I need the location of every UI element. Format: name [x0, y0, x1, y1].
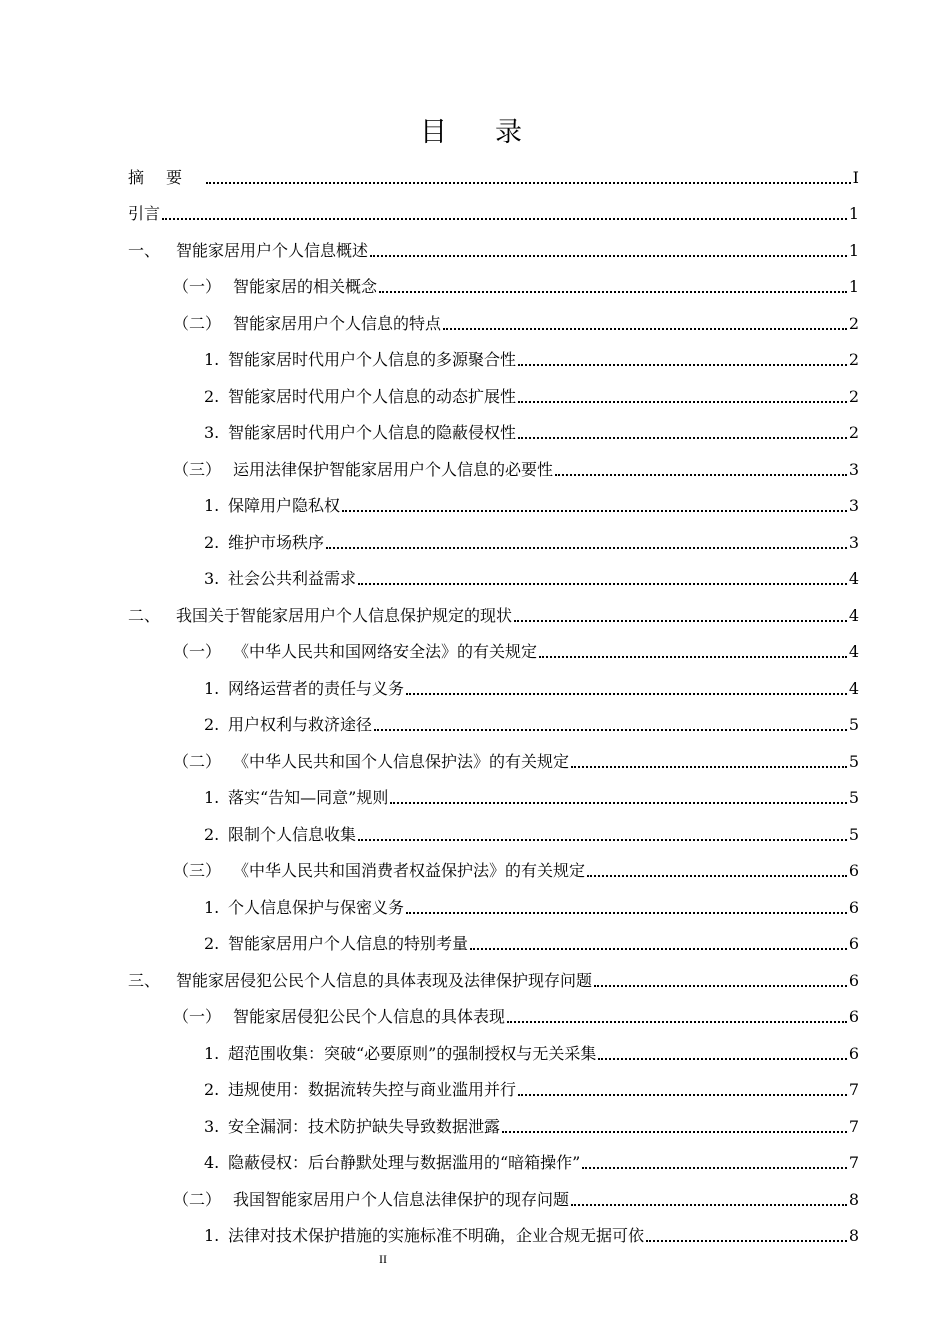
toc-entry-label: 智能家居用户个人信息的特别考量 — [228, 934, 469, 953]
toc-entry-line — [173, 314, 859, 334]
toc-entry-label: 摘要 — [128, 167, 205, 187]
dot-leader — [518, 1094, 847, 1096]
toc-entry-number: 3. — [204, 423, 220, 442]
toc-entry-page: 6 — [848, 897, 859, 917]
dot-leader — [502, 1131, 847, 1133]
toc-entry-page: 1 — [848, 240, 859, 260]
dot-leader — [406, 693, 847, 695]
toc-entry-number: 3. — [204, 1116, 220, 1136]
toc-entry-number: 一、 — [128, 240, 161, 260]
toc-entry[interactable] — [0, 742, 950, 779]
toc-entry-line — [204, 1153, 859, 1173]
toc-entry-number: 1. — [204, 897, 220, 917]
dot-leader — [518, 364, 847, 366]
dot-leader — [507, 1021, 847, 1023]
page-number-footer: II — [379, 1252, 387, 1266]
toc-entry-line — [128, 606, 859, 626]
toc-entry-page: 5 — [848, 824, 859, 844]
toc-entry-number: 1. — [204, 678, 220, 698]
toc-entry-page: 1 — [848, 277, 859, 296]
toc-entry[interactable] — [0, 414, 950, 451]
toc-entry-page: 6 — [848, 970, 859, 990]
toc-entry-page: 6 — [848, 934, 859, 953]
toc-entry-line — [204, 1044, 859, 1064]
toc-entry-number: （三） — [173, 459, 222, 479]
toc-entry-number: （一） — [173, 277, 222, 296]
toc-entry-number: 二、 — [128, 605, 161, 625]
toc-entry[interactable] — [0, 304, 950, 341]
dot-leader — [518, 437, 847, 439]
toc-entry[interactable] — [0, 669, 950, 706]
toc-entry-number: 三、 — [128, 970, 161, 990]
toc-entry-label: 个人信息保护与保密义务 — [228, 897, 405, 917]
toc-entry-number: 2. — [204, 934, 220, 953]
toc-entry-line — [173, 752, 859, 772]
toc-entry-number: 1. — [204, 1226, 220, 1245]
dot-leader — [358, 839, 847, 841]
toc-entry-number: （二） — [173, 313, 222, 333]
dot-leader — [358, 583, 847, 585]
toc-entry[interactable] — [0, 998, 950, 1035]
toc-entry-label: 《中华人民共和国消费者权益保护法》的有关规定 — [233, 861, 586, 880]
toc-entry-label: 智能家居侵犯公民个人信息的具体表现 — [233, 1007, 506, 1026]
toc-entry-page: I — [852, 167, 859, 187]
toc-entry-line — [204, 1117, 859, 1137]
dot-leader — [571, 766, 847, 768]
dot-leader — [406, 912, 847, 914]
toc-entry-label: 用户权利与救济途径 — [228, 715, 373, 734]
toc-entry-line — [128, 971, 859, 991]
toc-entry-label: 智能家居时代用户个人信息的动态扩展性 — [228, 386, 517, 406]
toc-entry[interactable] — [0, 560, 950, 597]
toc-entry-page: 5 — [848, 715, 859, 734]
toc-entry-label: 隐蔽侵权：后台静默处理与数据滥用的“暗箱操作” — [228, 1153, 581, 1172]
dot-leader — [555, 474, 847, 476]
toc-entry-line — [204, 788, 859, 808]
toc-entry-label: 社会公共利益需求 — [228, 569, 357, 588]
toc-entry[interactable] — [0, 1071, 950, 1108]
toc-entry-line — [204, 423, 859, 443]
toc-entry-number: 2. — [204, 386, 220, 406]
toc-entry-page: 2 — [848, 423, 859, 442]
toc-entry-label: 智能家居时代用户个人信息的多源聚合性 — [228, 350, 517, 369]
toc-entry-label: 智能家居用户个人信息的特点 — [233, 313, 442, 333]
toc-entry-label: 《中华人民共和国个人信息保护法》的有关规定 — [233, 751, 570, 771]
toc-entry-line — [173, 642, 859, 662]
toc-entry-line — [204, 569, 859, 589]
toc-entry-line — [173, 1007, 859, 1027]
toc-entry-page: 3 — [848, 459, 859, 479]
toc-entry-page: 8 — [848, 1189, 859, 1209]
toc-entry[interactable] — [0, 268, 950, 305]
toc-entry-page: 3 — [848, 532, 859, 552]
toc-entry-page: 4 — [848, 605, 859, 625]
toc-entry[interactable] — [0, 1180, 950, 1217]
toc-entry-number: 4. — [204, 1153, 220, 1172]
toc-entry-page: 7 — [848, 1116, 859, 1136]
dot-leader — [470, 948, 847, 950]
dot-leader — [370, 255, 847, 257]
dot-leader — [379, 291, 847, 293]
toc-entry[interactable] — [0, 1217, 950, 1254]
toc-entry-label: 网络运营者的责任与义务 — [228, 678, 405, 698]
dot-leader — [390, 802, 846, 804]
toc-entry-line — [204, 679, 859, 699]
dot-leader — [587, 875, 847, 877]
dot-leader — [518, 401, 847, 403]
toc-entry-number: 1. — [204, 496, 220, 515]
toc-entry[interactable] — [0, 633, 950, 670]
toc-entry-page: 2 — [848, 313, 859, 333]
dot-leader — [514, 620, 847, 622]
toc-entry-page: 6 — [848, 1007, 859, 1026]
dot-leader — [594, 985, 847, 987]
toc-entry-line — [204, 387, 859, 407]
toc-entry-label: 限制个人信息收集 — [228, 824, 357, 844]
toc-entry-page: 1 — [848, 204, 859, 223]
dot-leader — [374, 729, 847, 731]
toc-entry-page: 3 — [848, 496, 859, 515]
toc-entry[interactable] — [0, 888, 950, 925]
toc-entry-label: 引言 — [128, 204, 161, 223]
toc-entry-label: 法律对技术保护措施的实施标准不明确，企业合规无据可依 — [228, 1226, 645, 1245]
toc-entry-line — [204, 715, 859, 735]
toc-entry-line — [204, 898, 859, 918]
toc-entry-page: 4 — [848, 678, 859, 698]
toc-entry-number: （二） — [173, 751, 222, 771]
toc-entry[interactable] — [0, 706, 950, 743]
toc-entry-number: （三） — [173, 861, 222, 880]
toc-entry-label: 超范围收集：突破“必要原则”的强制授权与无关采集 — [228, 1043, 597, 1063]
dot-leader — [326, 547, 847, 549]
toc-entry-label: 维护市场秩序 — [228, 532, 325, 552]
dot-leader — [646, 1240, 847, 1242]
toc-entry-line — [173, 460, 859, 480]
toc-entry-line — [204, 934, 859, 954]
toc-entry[interactable] — [0, 450, 950, 487]
toc-entry-line — [128, 168, 859, 188]
toc-entry[interactable] — [0, 341, 950, 378]
toc-entry-label: 违规使用：数据流转失控与商业滥用并行 — [228, 1080, 517, 1099]
toc-entry-line — [173, 861, 859, 881]
dot-leader — [342, 510, 847, 512]
toc-entry-line — [204, 533, 859, 553]
toc-entry-label: 落实“告知—同意”规则 — [228, 788, 389, 807]
toc-entry-label: 智能家居用户个人信息概述 — [176, 240, 369, 260]
toc-entry[interactable] — [0, 852, 950, 889]
toc-entry[interactable] — [0, 231, 950, 268]
toc-entry-number: 1. — [204, 350, 220, 369]
toc-entry-line — [204, 496, 859, 516]
toc-entry-page: 4 — [848, 569, 859, 588]
toc-entry[interactable] — [0, 925, 950, 962]
toc-entry[interactable] — [0, 815, 950, 852]
toc-entry-page: 2 — [848, 350, 859, 369]
dot-leader — [582, 1167, 846, 1169]
toc-entry[interactable] — [0, 1034, 950, 1071]
toc-entry-line — [128, 204, 859, 224]
toc-entry-line — [173, 1190, 859, 1210]
toc-entry-page: 5 — [848, 788, 859, 807]
toc-entry-line — [204, 1226, 859, 1246]
toc-entry[interactable] — [0, 158, 950, 195]
toc-entry-page: 5 — [848, 751, 859, 771]
dot-leader — [539, 656, 847, 658]
toc-entry-number: 1. — [204, 1043, 220, 1063]
toc-entry-label: 智能家居的相关概念 — [233, 277, 378, 296]
toc-entry-line — [204, 1080, 859, 1100]
dot-leader — [206, 182, 851, 184]
toc-entry-label: 运用法律保护智能家居用户个人信息的必要性 — [233, 459, 554, 479]
toc-entry-page: 7 — [848, 1153, 859, 1172]
toc-entry[interactable] — [0, 1144, 950, 1181]
toc-entry[interactable] — [0, 377, 950, 414]
dot-leader — [443, 328, 847, 330]
toc-entry-page: 7 — [848, 1080, 859, 1099]
toc-entry-page: 2 — [848, 386, 859, 406]
toc-entry-label: 智能家居侵犯公民个人信息的具体表现及法律保护现存问题 — [176, 970, 593, 990]
toc-entry-line — [204, 825, 859, 845]
toc-entry-number: 2. — [204, 532, 220, 552]
toc-entry-label: 我国智能家居用户个人信息法律保护的现存问题 — [233, 1189, 570, 1209]
toc-entry-label: 保障用户隐私权 — [228, 496, 341, 515]
dot-leader — [162, 218, 847, 220]
toc-entry-page: 4 — [848, 642, 859, 661]
toc-entry-page: 6 — [848, 1043, 859, 1063]
toc-entry-label: 智能家居时代用户个人信息的隐蔽侵权性 — [228, 423, 517, 442]
dot-leader — [571, 1204, 847, 1206]
toc-entry[interactable] — [0, 779, 950, 816]
toc-entry[interactable] — [0, 1107, 950, 1144]
toc-entry[interactable] — [0, 596, 950, 633]
toc-entry-number: 2. — [204, 1080, 220, 1099]
dot-leader — [598, 1058, 846, 1060]
toc-entry[interactable] — [0, 195, 950, 232]
toc-entry-number: （一） — [173, 642, 222, 661]
table-of-contents — [0, 158, 950, 1253]
toc-entry-label: 安全漏洞：技术防护缺失导致数据泄露 — [228, 1116, 501, 1136]
toc-entry-number: 3. — [204, 569, 220, 588]
toc-entry-line — [128, 241, 859, 261]
toc-title: 目录 — [420, 117, 570, 148]
toc-entry-number: 2. — [204, 715, 220, 734]
toc-entry-line — [173, 277, 859, 297]
toc-entry[interactable] — [0, 961, 950, 998]
toc-entry-number: （二） — [173, 1189, 222, 1209]
toc-entry-page: 6 — [848, 861, 859, 880]
toc-entry-number: 1. — [204, 788, 220, 807]
toc-entry[interactable] — [0, 487, 950, 524]
toc-entry[interactable] — [0, 523, 950, 560]
toc-entry-label: 《中华人民共和国网络安全法》的有关规定 — [233, 642, 538, 661]
toc-entry-page: 8 — [848, 1226, 859, 1245]
toc-entry-line — [204, 350, 859, 370]
toc-entry-label: 我国关于智能家居用户个人信息保护规定的现状 — [176, 605, 513, 625]
toc-entry-number: （一） — [173, 1007, 222, 1026]
toc-entry-number: 2. — [204, 824, 220, 844]
